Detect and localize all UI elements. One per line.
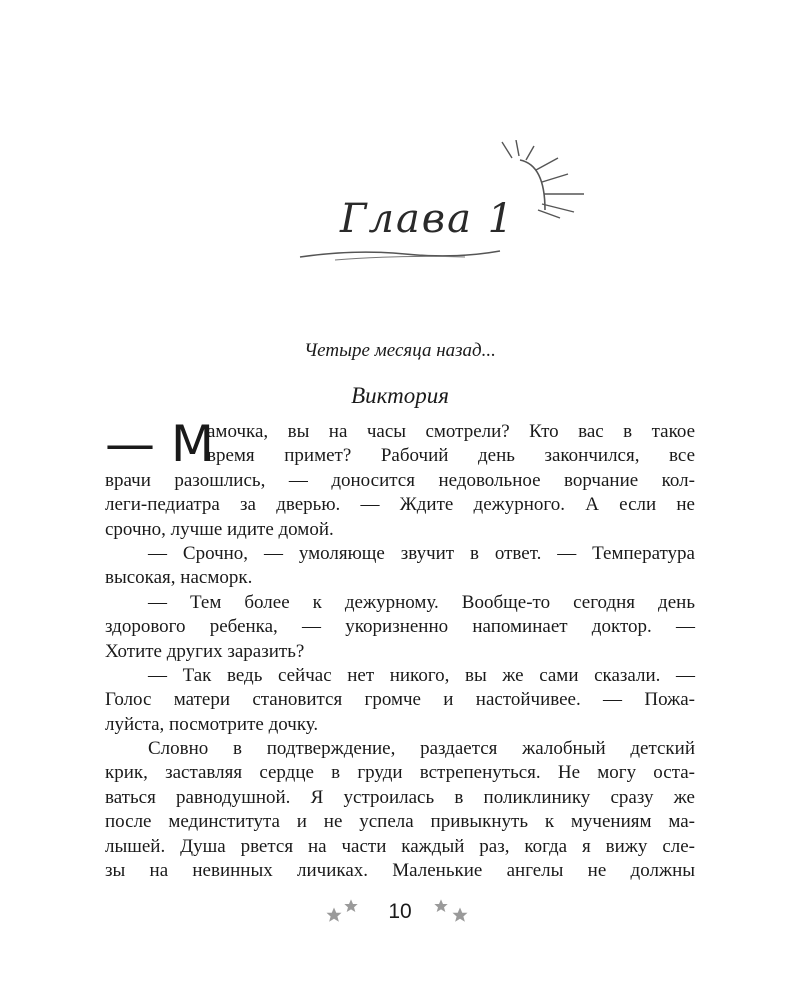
text-line: Голос матери становится громче и настойчивее. — Пожа- [105,689,695,711]
text-line: после мединститута и не успела привыкнуть к мучениям ма- [105,811,695,833]
text-line: лышей. Душа рвется на части каждый раз, когда я вижу сле- [105,835,695,857]
text-line: врачи разошлись, — доносится недовольное ворчание кол- [105,469,695,491]
star-icon [451,906,469,924]
page-number: 10 [388,900,412,923]
page-footer [0,898,800,928]
drop-cap: — М [105,415,215,473]
text-line: зы на невинных личиках. Маленькие ангелы не должны [105,860,695,882]
star-icon [433,898,449,914]
text-line: крик, заставляя сердце в груди встрепенуться. Не могу оста- [105,762,695,784]
text-line: высокая, насморк. [105,567,253,589]
chapter-title: Глава 1 [340,196,516,242]
text-line: — Тем более к дежурному. Вообще-то сегодня день [148,591,695,613]
text-line: ваться равнодушной. Я устроилась в поликлинику сразу же [105,786,695,808]
text-line: срочно, лучше идите домой. [105,518,334,540]
text-line: луйста, посмотрите дочку. [105,713,319,735]
text-line: амочка, вы на часы смотрели? Кто вас в такое [207,421,695,442]
epigraph: Четыре месяца назад... [304,340,496,361]
underline-ornament [295,245,505,265]
body-text [105,415,695,883]
pov-character-name: Виктория [351,383,449,408]
text-line: здорового ребенка, — укоризненно напоминает доктор. — [105,616,695,638]
text-lines [105,415,695,883]
text-line: Хотите других заразить? [105,640,305,662]
text-line: время примет? Рабочий день закончился, все [207,445,695,467]
text-line: леги-педиатра за дверью. — Ждите дежурного. А если не [105,494,695,516]
text-line: — Срочно, — умоляюще звучит в ответ. — Температура [148,542,695,564]
text-line: Словно в подтверждение, раздается жалобный детский [148,738,695,760]
text-line: — Так ведь сейчас нет никого, вы же сами сказали. — [148,664,695,686]
